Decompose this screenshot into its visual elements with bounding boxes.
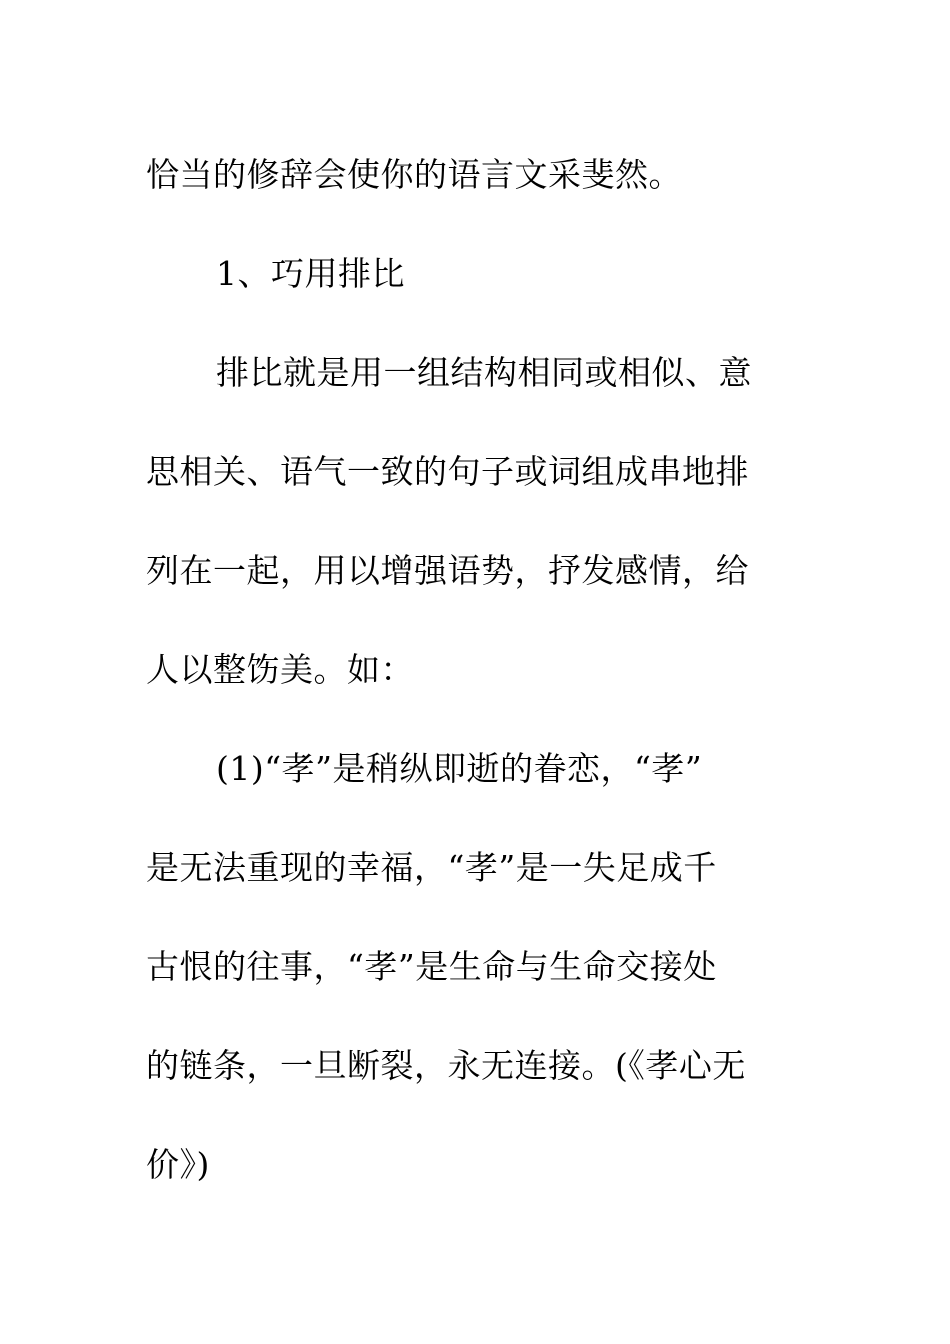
text-line-example: 是无法重现的幸福，“孝”是一失足成千 [146,848,717,887]
text-line-intro: 恰当的修辞会使你的语言文采斐然。 [146,155,682,194]
text-line-example: 的链条，一旦断裂，永无连接。(《孝心无 [146,1046,746,1085]
text-line-example: 古恨的往事，“孝”是生命与生命交接处 [146,947,717,986]
document-body [146,125,808,1214]
section-heading: 1、巧用排比 [216,254,405,293]
text-line-example: 价》) [146,1145,210,1184]
text-line-definition: 人以整饬美。如： [146,650,414,689]
text-line-definition: 排比就是用一组结构相同或相似、意 [216,353,752,392]
text-line-definition: 思相关、语气一致的句子或词组成串地排 [146,452,749,491]
text-line-example: (1)“孝”是稍纵即逝的眷恋，“孝” [216,749,703,788]
text-line-definition: 列在一起，用以增强语势，抒发感情，给 [146,551,749,590]
